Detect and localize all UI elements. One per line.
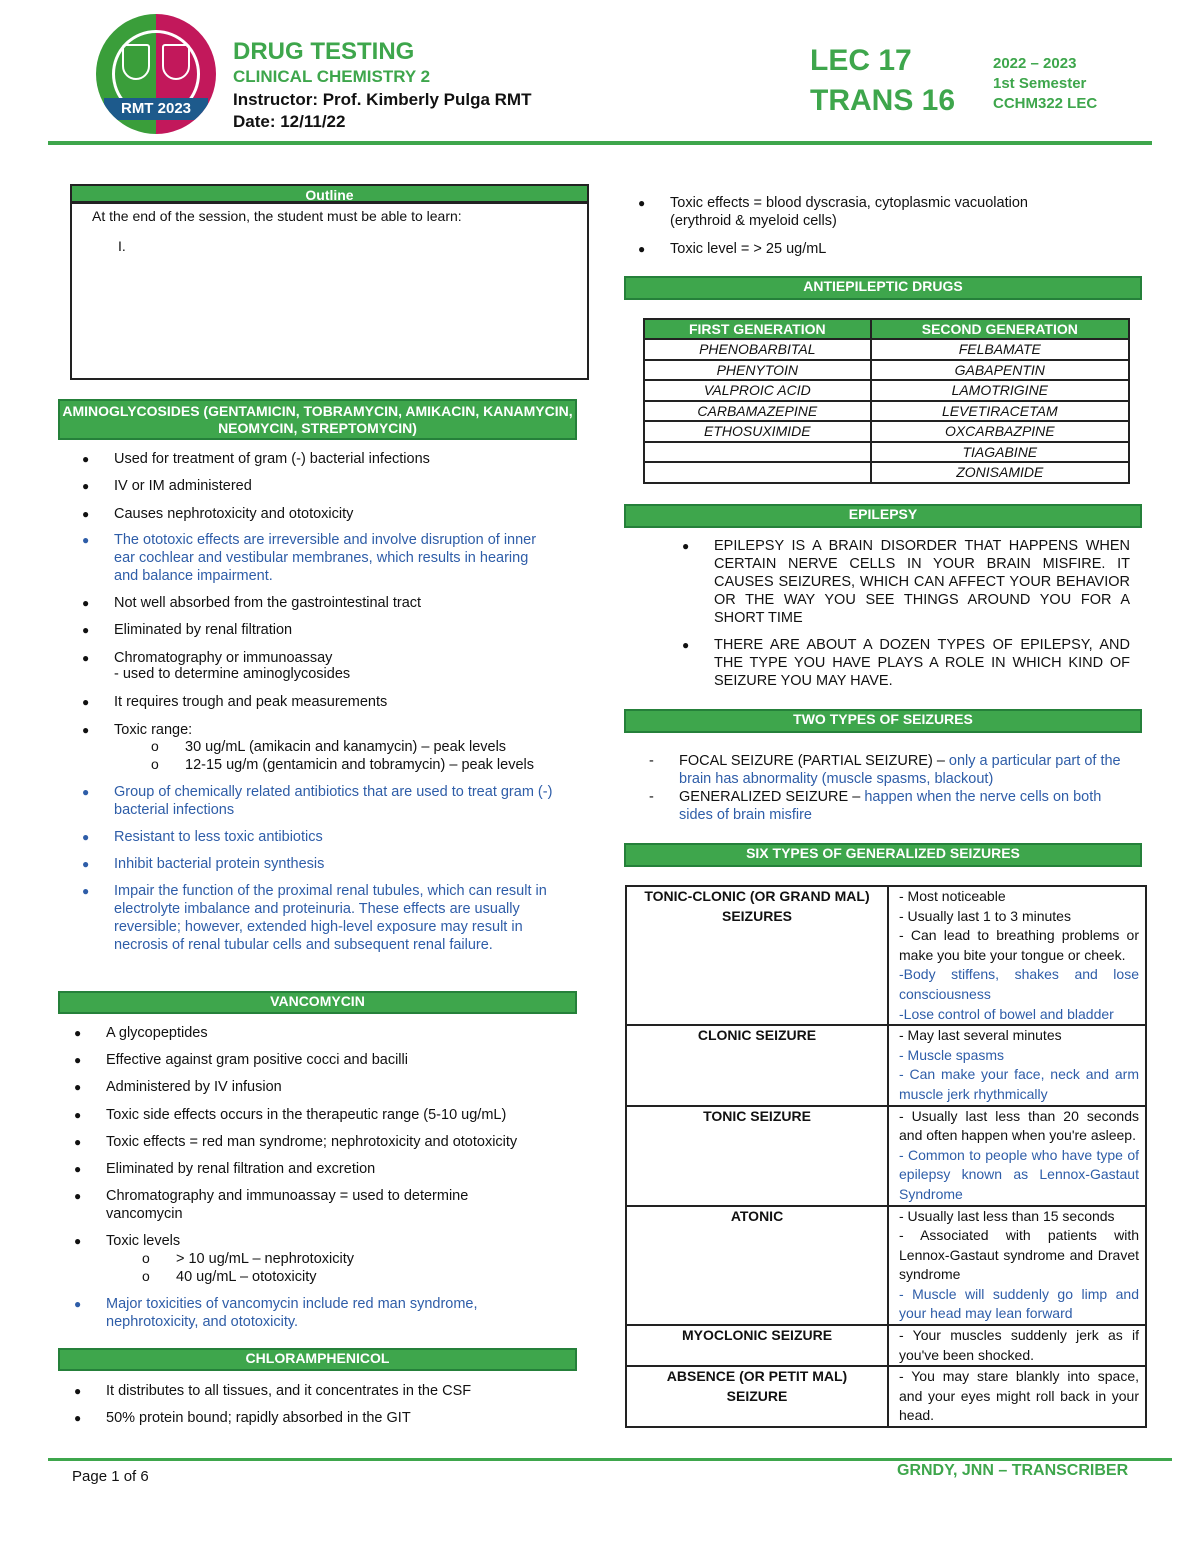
- page-number: Page 1 of 6: [72, 1468, 149, 1485]
- seizure-types-table: [625, 885, 1147, 1428]
- date: Date: 12/11/22: [233, 112, 346, 131]
- list-item: ● It requires trough and peak measurements: [114, 693, 574, 711]
- section-two-types: TWO TYPES OF SEIZURES: [624, 709, 1142, 733]
- trans-number: TRANS 16: [810, 84, 956, 117]
- table-cell: OXCARBAZPINE: [871, 421, 1129, 442]
- table-row: [626, 1366, 1146, 1427]
- list-item: ● THERE ARE ABOUT A DOZEN TYPES OF EPILEPSY, AND THE TYPE YOU HAVE PLAYS A ROLE IN WHICH KIND OF SEIZURE YOU MAY HAVE.: [714, 636, 1130, 690]
- footer-divider: [48, 1458, 1172, 1461]
- list-item: ● Inhibit bacterial protein synthesis: [114, 855, 574, 873]
- sub-item: o 30 ug/mL (amikacin and kanamycin) – peak levels: [185, 738, 585, 756]
- table-row: [644, 462, 1129, 483]
- generalized-desc: happen when the nerve cells on both sides of brain misfire: [679, 789, 1102, 823]
- table-row: [644, 380, 1129, 401]
- desc-line: - Can lead to breathing problems or make you bite your tongue or cheek.: [899, 927, 1139, 963]
- shield-icon: [122, 44, 150, 80]
- seizure-name: ATONIC: [626, 1206, 888, 1326]
- outline-heading: Outline: [72, 186, 587, 204]
- list-item: ● EPILEPSY IS A BRAIN DISORDER THAT HAPPENS WHEN CERTAIN NERVE CELLS IN YOUR BRAIN MISFIRE. IT CAUSES SEIZURES, WHICH CAN AFFECT YOUR BEHAVIOR OR THE WAY YOU SEE THINGS AROUND YOU FOR A SHORT TIME: [714, 537, 1130, 627]
- section-antiepileptic: ANTIEPILEPTIC DRUGS: [624, 276, 1142, 300]
- table-cell: GABAPENTIN: [871, 360, 1129, 381]
- list-item: ● Eliminated by renal filtration: [114, 621, 574, 639]
- table-cell: ETHOSUXIMIDE: [644, 421, 871, 442]
- list-item: ● Effective against gram positive cocci and bacilli: [106, 1051, 576, 1069]
- seizure-name: MYOCLONIC SEIZURE: [626, 1325, 888, 1366]
- section-aminoglycosides: AMINOGLYCOSIDES (GENTAMICIN, TOBRAMYCIN, AMIKACIN, KANAMYCIN, NEOMYCIN, STREPTOMYCIN): [58, 399, 577, 440]
- seizure-name: ABSENCE (OR PETIT MAL) SEIZURE: [626, 1366, 888, 1427]
- table-row: [626, 1106, 1146, 1206]
- list-item: ● Causes nephrotoxicity and ototoxicity: [114, 505, 574, 523]
- desc-line: - Usually last 1 to 3 minutes: [899, 907, 1071, 924]
- table-row: [626, 1325, 1146, 1366]
- outline-text: At the end of the session, the student must be able to learn:: [92, 208, 462, 224]
- generalized-seizure: [679, 788, 1129, 824]
- doc-subtitle: CLINICAL CHEMISTRY 2: [233, 67, 431, 86]
- list-item: ● The ototoxic effects are irreversible and involve disruption of inner ear cochlear and vestibular membranes, which results in hearing and balance impairment.: [114, 531, 554, 585]
- desc-line: - Usually last less than 20 seconds and often happen when you're asleep.: [899, 1107, 1139, 1144]
- generalized-label: GENERALIZED SEIZURE –: [679, 789, 861, 805]
- lec-number: LEC 17: [810, 44, 912, 77]
- focal-seizure: [679, 752, 1129, 788]
- list-item: ● Major toxicities of vancomycin include red man syndrome, nephrotoxicity, and ototoxicity.: [106, 1295, 536, 1331]
- sub-item: o > 10 ug/mL – nephrotoxicity: [176, 1250, 556, 1268]
- seizure-name: TONIC-CLONIC (OR GRAND MAL) SEIZURES: [626, 886, 888, 1025]
- list-item: ● Resistant to less toxic antibiotics: [114, 828, 574, 846]
- seizure-desc: [888, 1366, 1146, 1427]
- table-cell: LAMOTRIGINE: [871, 380, 1129, 401]
- list-item: ● Chromatography or immunoassay: [114, 649, 574, 667]
- desc-line: - May last several minutes: [899, 1027, 1062, 1044]
- outline-item: I.: [118, 238, 126, 254]
- outline-box: [70, 184, 589, 380]
- col-first-generation: FIRST GENERATION: [644, 319, 871, 339]
- list-item: ● Group of chemically related antibiotics that are used to treat gram (-) bacterial infections: [114, 783, 554, 819]
- list-item: ● Toxic range:: [114, 721, 574, 739]
- doc-title: DRUG TESTING: [233, 38, 415, 65]
- list-item: ● Administered by IV infusion: [106, 1078, 576, 1096]
- col-second-generation: SECOND GENERATION: [871, 319, 1129, 339]
- section-six-types: SIX TYPES OF GENERALIZED SEIZURES: [624, 843, 1142, 867]
- list-item: ● Eliminated by renal filtration and excretion: [106, 1160, 576, 1178]
- focal-desc: only a particular part of the brain has abnormality (muscle spasms, blackout): [679, 753, 1121, 787]
- table-row: [626, 886, 1146, 1025]
- table-row: [626, 1206, 1146, 1326]
- section-chloramphenicol: CHLORAMPHENICOL: [58, 1348, 577, 1371]
- school-year: 2022 – 2023: [993, 55, 1077, 72]
- list-item: ● Toxic effects = red man syndrome; nephrotoxicity and ototoxicity: [106, 1133, 576, 1151]
- table-cell: CARBAMAZEPINE: [644, 401, 871, 422]
- table-cell: VALPROIC ACID: [644, 380, 871, 401]
- list-item: ● Toxic levels: [106, 1232, 576, 1250]
- desc-line: -Lose control of bowel and bladder: [899, 1005, 1114, 1022]
- table-row: [644, 401, 1129, 422]
- list-item: ● Toxic effects = blood dyscrasia, cytoplasmic vacuolation (erythroid & myeloid cells): [670, 194, 1090, 230]
- semester: 1st Semester: [993, 75, 1087, 92]
- seizure-desc: [888, 1025, 1146, 1105]
- list-sub-text: - used to determine aminoglycosides: [114, 666, 351, 682]
- table-row: [644, 339, 1129, 360]
- list-item: ● It distributes to all tissues, and it concentrates in the CSF: [106, 1382, 576, 1400]
- instructor: Instructor: Prof. Kimberly Pulga RMT: [233, 90, 532, 109]
- table-row: [644, 442, 1129, 463]
- desc-line: - Common to people who have type of epilepsy known as Lennox-Gastaut Syndrome: [899, 1146, 1139, 1202]
- list-item: ● Impair the function of the proximal renal tubules, which can result in electrolyte imbalance and proteinuria. These effects are usually reversible; however, extended high-level exposure may result in necrosis of renal tubular cells and subsequent renal failure.: [114, 882, 569, 954]
- header-divider: [48, 141, 1152, 145]
- course-code: CCHM322 LEC: [993, 95, 1098, 112]
- list-item: ● Not well absorbed from the gastrointestinal tract: [114, 594, 574, 612]
- seizure-desc: [888, 1325, 1146, 1366]
- rmt-logo: [96, 14, 216, 134]
- desc-line: - Usually last less than 15 seconds: [899, 1207, 1115, 1224]
- list-item: ● Toxic level = > 25 ug/mL: [670, 240, 1090, 258]
- list-item: ● Used for treatment of gram (-) bacterial infections: [114, 450, 574, 468]
- table-cell: PHENYTOIN: [644, 360, 871, 381]
- table-cell: [644, 462, 871, 483]
- table-cell: TIAGABINE: [871, 442, 1129, 463]
- crest-icon: [162, 44, 190, 80]
- seizure-desc: [888, 1206, 1146, 1326]
- seizure-desc: [888, 1106, 1146, 1206]
- sub-item: o 40 ug/mL – ototoxicity: [176, 1268, 556, 1286]
- table-cell: FELBAMATE: [871, 339, 1129, 360]
- list-item: ● Chromatography and immunoassay = used to determine vancomycin: [106, 1187, 526, 1223]
- desc-line: -Body stiffens, shakes and lose consciousness: [899, 966, 1139, 1002]
- table-row: [644, 421, 1129, 442]
- list-item: ● Toxic side effects occurs in the therapeutic range (5-10 ug/mL): [106, 1106, 576, 1124]
- seizure-name: CLONIC SEIZURE: [626, 1025, 888, 1105]
- antiepileptic-table: [643, 318, 1130, 484]
- desc-line: - Most noticeable: [899, 888, 1006, 904]
- desc-line: - Your muscles suddenly jerk as if you've been shocked.: [899, 1327, 1139, 1363]
- seizure-desc: [888, 886, 1146, 1025]
- desc-line: - Muscle will suddenly go limp and your head may lean forward: [899, 1285, 1139, 1322]
- list-item: ● IV or IM administered: [114, 477, 574, 495]
- seizure-name: TONIC SEIZURE: [626, 1106, 888, 1206]
- section-epilepsy: EPILEPSY: [624, 504, 1142, 528]
- logo-text: RMT 2023: [104, 98, 208, 120]
- list-item: ● 50% protein bound; rapidly absorbed in the GIT: [106, 1409, 576, 1427]
- focal-label: FOCAL SEIZURE (PARTIAL SEIZURE) –: [679, 753, 945, 769]
- table-cell: [644, 442, 871, 463]
- table-cell: ZONISAMIDE: [871, 462, 1129, 483]
- sub-item: o 12-15 ug/m (gentamicin and tobramycin) – peak levels: [185, 756, 585, 774]
- list-item: ● A glycopeptides: [106, 1024, 576, 1042]
- section-vancomycin: VANCOMYCIN: [58, 991, 577, 1014]
- desc-line: - Associated with patients with Lennox-Gastaut syndrome and Dravet syndrome: [899, 1227, 1139, 1283]
- transcriber: GRNDY, JNN – TRANSCRIBER: [897, 1462, 1129, 1479]
- table-cell: PHENOBARBITAL: [644, 339, 871, 360]
- table-cell: LEVETIRACETAM: [871, 401, 1129, 422]
- desc-line: - Can make your face, neck and arm muscle jerk rhythmically: [899, 1066, 1139, 1102]
- desc-line: - You may stare blankly into space, and your eyes might roll back in your head.: [899, 1368, 1139, 1424]
- table-row: [644, 360, 1129, 381]
- table-row: [626, 1025, 1146, 1105]
- desc-line: - Muscle spasms: [899, 1046, 1005, 1063]
